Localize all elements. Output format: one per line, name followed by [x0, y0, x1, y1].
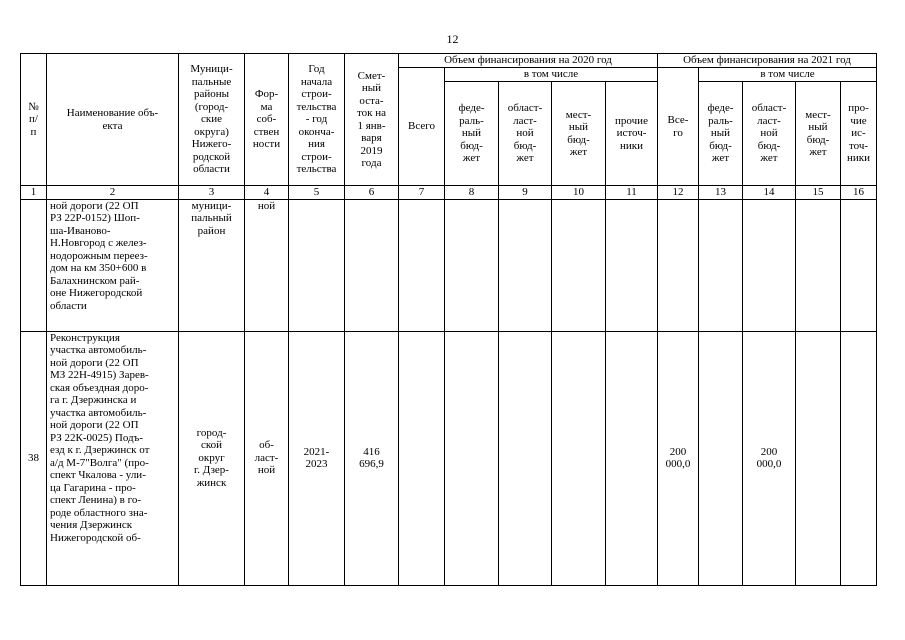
header-local-2020: мест- ный бюд- жет [552, 82, 606, 186]
column-number: 6 [345, 186, 399, 200]
header-name: Наименование объ- екта [47, 54, 179, 186]
table-row [21, 199, 877, 331]
row-name: ной дороги (22 ОП РЗ 22Р-0152) Шоп- ша-Иваново- Н.Новгород с желез- нодорожным переез- дом на км 350+600 в Балахнинском рай- оне Нижегородской области [47, 199, 179, 331]
row-federal-2020 [445, 331, 499, 585]
row-municipal: город- ской округ г. Дзер- жинск [179, 331, 245, 585]
row-total-2021: 200 000,0 [658, 331, 699, 585]
row-regional-2021 [743, 199, 796, 331]
page-number: 12 [446, 32, 459, 46]
row-years [289, 199, 345, 331]
header-regional-2021: област- ласт- ной бюд- жет [743, 82, 796, 186]
row-estimate [345, 199, 399, 331]
column-number: 1 [21, 186, 47, 200]
header-fin-2021: Объем финансирования на 2021 год [658, 54, 877, 68]
column-number: 16 [841, 186, 877, 200]
header-incl-2021: в том числе [699, 68, 877, 82]
row-years: 2021- 2023 [289, 331, 345, 585]
column-number: 5 [289, 186, 345, 200]
column-number: 11 [606, 186, 658, 200]
row-total-2020 [399, 199, 445, 331]
header-municipal: Муници- пальные районы (город- ские округа) Нижего- родской области [179, 54, 245, 186]
header-other-2020: прочие источ- ники [606, 82, 658, 186]
header-ownership: Фор- ма соб- ствен ности [245, 54, 289, 186]
header-num: № п/ п [21, 54, 47, 186]
row-total-2020 [399, 331, 445, 585]
row-ownership: об- ласт- ной [245, 331, 289, 585]
financing-table [20, 53, 877, 586]
column-number: 14 [743, 186, 796, 200]
row-federal-2021 [699, 199, 743, 331]
header-federal-2021: феде- раль- ный бюд- жет [699, 82, 743, 186]
header-regional-2020: област- ласт- ной бюд- жет [499, 82, 552, 186]
row-num [21, 199, 47, 331]
header-total-2021: Все- го [658, 68, 699, 186]
row-municipal: муници- пальный район [179, 199, 245, 331]
column-number: 7 [399, 186, 445, 200]
header-estimate: Смет- ный оста- ток на 1 янв- варя 2019 года [345, 54, 399, 186]
column-number: 9 [499, 186, 552, 200]
column-number: 13 [699, 186, 743, 200]
row-regional-2020 [499, 199, 552, 331]
column-number-row [21, 186, 877, 200]
table-row [21, 331, 877, 585]
column-number: 10 [552, 186, 606, 200]
header-total-2020: Всего [399, 68, 445, 186]
column-number: 4 [245, 186, 289, 200]
row-federal-2021 [699, 331, 743, 585]
header-other-2021: про- чие ис- точ- ники [841, 82, 877, 186]
column-number: 15 [796, 186, 841, 200]
header-federal-2020: феде- раль- ный бюд- жет [445, 82, 499, 186]
row-regional-2020 [499, 331, 552, 585]
row-other-2020 [606, 331, 658, 585]
row-other-2020 [606, 199, 658, 331]
row-total-2021 [658, 199, 699, 331]
column-number: 12 [658, 186, 699, 200]
header-local-2021: мест- ный бюд- жет [796, 82, 841, 186]
row-regional-2021: 200 000,0 [743, 331, 796, 585]
column-number: 8 [445, 186, 499, 200]
row-other-2021 [841, 199, 877, 331]
row-federal-2020 [445, 199, 499, 331]
column-number: 3 [179, 186, 245, 200]
column-number: 2 [47, 186, 179, 200]
header-fin-2020: Объем финансирования на 2020 год [399, 54, 658, 68]
row-local-2020 [552, 199, 606, 331]
row-local-2021 [796, 331, 841, 585]
row-estimate: 416 696,9 [345, 331, 399, 585]
header-incl-2020: в том числе [445, 68, 658, 82]
row-local-2020 [552, 331, 606, 585]
row-num: 38 [21, 331, 47, 585]
row-local-2021 [796, 199, 841, 331]
row-other-2021 [841, 331, 877, 585]
row-name: Реконструкция участка автомобиль- ной дороги (22 ОП МЗ 22Н-4915) Зарев- ская объездная доро- га г. Дзержинска и участка автомобиль- ной дороги (22 ОП РЗ 22К-0025) Подъ- езд к г. Дзержинск от а/д М-7"Волга" (про- спект Чкалова - ули- ца Гагарина - про- спект Ленина) в го- роде областного зна- чения Дзержинск Нижегородской об- [47, 331, 179, 585]
header-years: Год начала строи- тельства - год оконча- ния строи- тельства [289, 54, 345, 186]
row-ownership: ной [245, 199, 289, 331]
